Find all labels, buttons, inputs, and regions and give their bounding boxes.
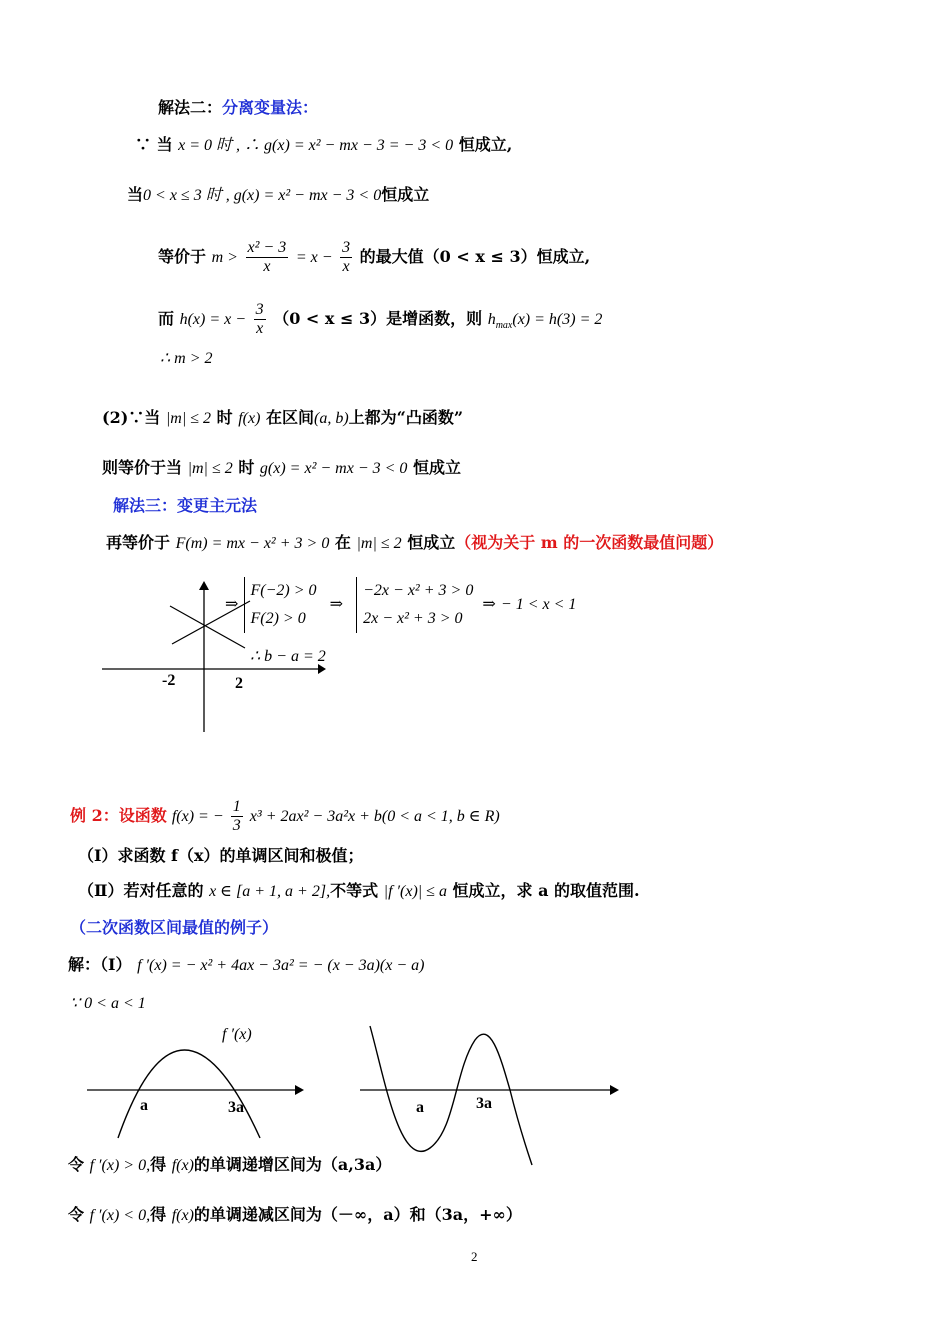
sys2-b: 2x − x² + 3 > 0 bbox=[363, 609, 463, 627]
sol-math: f ′(x) = − x² + 4ax − 3a² = − (x − 3a)(x − a) bbox=[137, 957, 425, 974]
example2-label: 例 2：设函数 bbox=[70, 806, 167, 825]
cubic-curve bbox=[370, 1026, 532, 1165]
eq-head: 则等价于当 bbox=[102, 458, 183, 477]
line2-head: 当 bbox=[127, 185, 144, 204]
method3-heading: 解法三：变更主元法 bbox=[113, 496, 258, 515]
eq-m2: g(x) = x² − mx − 3 < 0 bbox=[259, 460, 408, 477]
parabola-curve bbox=[118, 1050, 260, 1138]
conclusion-b-a bbox=[250, 646, 326, 667]
part2-text4: 上都为“凸函数” bbox=[348, 408, 464, 427]
fraction-1-over-3 bbox=[231, 798, 243, 835]
method2-line5 bbox=[160, 348, 213, 369]
m3-tail: 恒成立 bbox=[407, 533, 456, 552]
fprime-label-text: f ′(x) bbox=[222, 1026, 252, 1043]
y-axis-arrow-icon bbox=[199, 581, 209, 590]
inc-math2: f(x) bbox=[171, 1157, 194, 1174]
frac-den: x bbox=[263, 258, 271, 275]
line4-mid: （0 < x ≤ 3）是增函数，则 bbox=[273, 309, 483, 328]
line4-math2: h bbox=[487, 311, 496, 328]
q2-tail: 恒成立，求 a 的取值范围. bbox=[452, 881, 640, 900]
method2-line3 bbox=[158, 238, 590, 277]
dec-math: f ′(x) < 0, bbox=[89, 1207, 151, 1224]
method3-line bbox=[106, 533, 723, 554]
part2-text3: 在区间 bbox=[265, 408, 314, 427]
frac-num: x² − 3 bbox=[247, 239, 287, 256]
fraction-3-over-x bbox=[340, 239, 352, 276]
graph1-label-3a: 3a bbox=[228, 1099, 244, 1116]
increasing-interval bbox=[68, 1155, 391, 1176]
question-1: （Ⅰ）求函数 f（x）的单调区间和极值； bbox=[78, 846, 364, 865]
part2-m2: f(x) bbox=[238, 410, 261, 427]
inc-head: 令 bbox=[68, 1155, 85, 1174]
parabola-graph bbox=[85, 1020, 325, 1150]
inc-mid: 得 bbox=[150, 1155, 167, 1174]
axis-label-2: 2 bbox=[235, 675, 243, 692]
eq-m1: |m| ≤ 2 bbox=[187, 460, 233, 477]
method2-line2 bbox=[127, 185, 429, 206]
method2-heading-blue: 分离变量法： bbox=[222, 98, 319, 117]
system-1 bbox=[244, 577, 317, 633]
system-2 bbox=[356, 577, 473, 633]
dec-math2: f(x) bbox=[171, 1207, 194, 1224]
conclusion-text: ∴ b − a = 2 bbox=[250, 648, 326, 665]
method2-heading-label: 解法二： bbox=[158, 98, 223, 117]
eq-tail: 恒成立 bbox=[412, 458, 461, 477]
dec-head: 令 bbox=[68, 1205, 85, 1224]
part2-text1: ∵当 bbox=[128, 408, 161, 427]
dec-mid: 得 bbox=[150, 1205, 167, 1224]
sol-head: 解：（Ⅰ） bbox=[68, 955, 132, 974]
example2-func: f(x) = − bbox=[171, 808, 224, 825]
result: − 1 < x < 1 bbox=[500, 596, 577, 613]
fraction-x2-3-over-x bbox=[246, 239, 289, 276]
example2-note: （二次函数区间最值的例子） bbox=[70, 918, 279, 937]
line3-tail: 的最大值（0 < x ≤ 3）恒成立, bbox=[359, 247, 591, 266]
sys2-a: −2x − x² + 3 > 0 bbox=[363, 581, 474, 599]
m3-mid: 在 bbox=[334, 533, 351, 552]
sys1-a: F(−2) > 0 bbox=[250, 581, 317, 599]
arrow-1: ⇒ bbox=[225, 596, 239, 613]
axis-label-neg2: -2 bbox=[162, 672, 176, 689]
cond-math: ∵ 0 < a < 1 bbox=[70, 995, 146, 1012]
page-number: 2 bbox=[471, 1249, 478, 1264]
part2-m1: |m| ≤ 2 bbox=[165, 410, 212, 427]
frac-3: 3 bbox=[232, 817, 241, 834]
q2-math: x ∈ [a + 1, a + 2], bbox=[209, 883, 331, 900]
m3-red-note: （视为关于 m 的一次函数最值问题） bbox=[455, 533, 724, 552]
fprime-label bbox=[222, 1024, 252, 1045]
line1-tail: 恒成立, bbox=[458, 135, 513, 154]
inc-math: f ′(x) > 0, bbox=[89, 1157, 151, 1174]
part2-equiv bbox=[102, 458, 461, 479]
line2-math: 0 < x ≤ 3 时 , g(x) = x² − mx − 3 < 0 bbox=[143, 187, 382, 204]
q2-head: （Ⅱ）若对任意的 bbox=[78, 881, 204, 900]
line5-math: ∴ m > 2 bbox=[160, 350, 213, 367]
method2-heading bbox=[158, 98, 318, 118]
cubic-graph bbox=[355, 1020, 635, 1180]
q2-mid: 不等式 bbox=[330, 881, 379, 900]
line3-mid: = x − bbox=[295, 249, 333, 266]
m3-math2: |m| ≤ 2 bbox=[356, 535, 402, 552]
inc-tail: 的单调递增区间为（a,3a） bbox=[193, 1155, 392, 1174]
method2-line4 bbox=[158, 300, 602, 339]
line1-math: x = 0 时 , ∴ g(x) = x² − mx − 3 = − 3 < 0 bbox=[178, 137, 454, 154]
arrow-2: ⇒ bbox=[329, 596, 344, 613]
dec-tail: 的单调递减区间为（－∞，a）和（3a，+∞） bbox=[193, 1205, 522, 1224]
example2-func-tail: x³ + 2ax² − 3a²x + b(0 < a < 1, b ∈ R) bbox=[249, 808, 500, 825]
eq-mid: 时 bbox=[238, 458, 255, 477]
frac-1: 1 bbox=[232, 798, 241, 815]
condition-line bbox=[70, 993, 146, 1014]
graph1-label-a: a bbox=[140, 1097, 148, 1114]
line4-math1: h(x) = x − bbox=[179, 311, 247, 328]
frac2-num: 3 bbox=[342, 239, 351, 256]
frac3-num: 3 bbox=[255, 301, 264, 318]
graph1-arrow-icon bbox=[295, 1085, 304, 1095]
decreasing-interval bbox=[68, 1205, 522, 1226]
line4-sub: max bbox=[495, 320, 513, 332]
part2-label: (2) bbox=[102, 408, 129, 427]
line3-m: m > bbox=[211, 249, 238, 266]
sys1-b: F(2) > 0 bbox=[250, 609, 306, 627]
frac2-den: x bbox=[342, 258, 350, 275]
part2-text2: 时 bbox=[216, 408, 233, 427]
because-text: ∵ 当 bbox=[135, 135, 173, 154]
method2-line1 bbox=[135, 135, 512, 156]
part2-line bbox=[102, 408, 463, 429]
m3-head: 再等价于 bbox=[106, 533, 171, 552]
graph2-label-3a: 3a bbox=[476, 1095, 492, 1112]
q2-math2: |f ′(x)| ≤ a bbox=[383, 883, 447, 900]
system-derivation bbox=[225, 576, 576, 633]
fraction-3-over-x-b bbox=[254, 301, 266, 338]
solution-line bbox=[68, 955, 424, 976]
line3-head: 等价于 bbox=[158, 247, 207, 266]
question-2 bbox=[78, 881, 640, 902]
arrow-3: ⇒ bbox=[482, 596, 496, 613]
frac3-den: x bbox=[256, 320, 264, 337]
example2-statement bbox=[70, 794, 500, 839]
m3-math: F(m) = mx − x² + 3 > 0 bbox=[175, 535, 330, 552]
line2-tail: 恒成立 bbox=[381, 185, 430, 204]
graph2-label-a: a bbox=[416, 1099, 424, 1116]
part2-m3: (a, b) bbox=[313, 410, 349, 427]
graph2-arrow-icon bbox=[610, 1085, 619, 1095]
line4-head: 而 bbox=[158, 309, 175, 328]
line4-math3: (x) = h(3) = 2 bbox=[512, 311, 603, 328]
